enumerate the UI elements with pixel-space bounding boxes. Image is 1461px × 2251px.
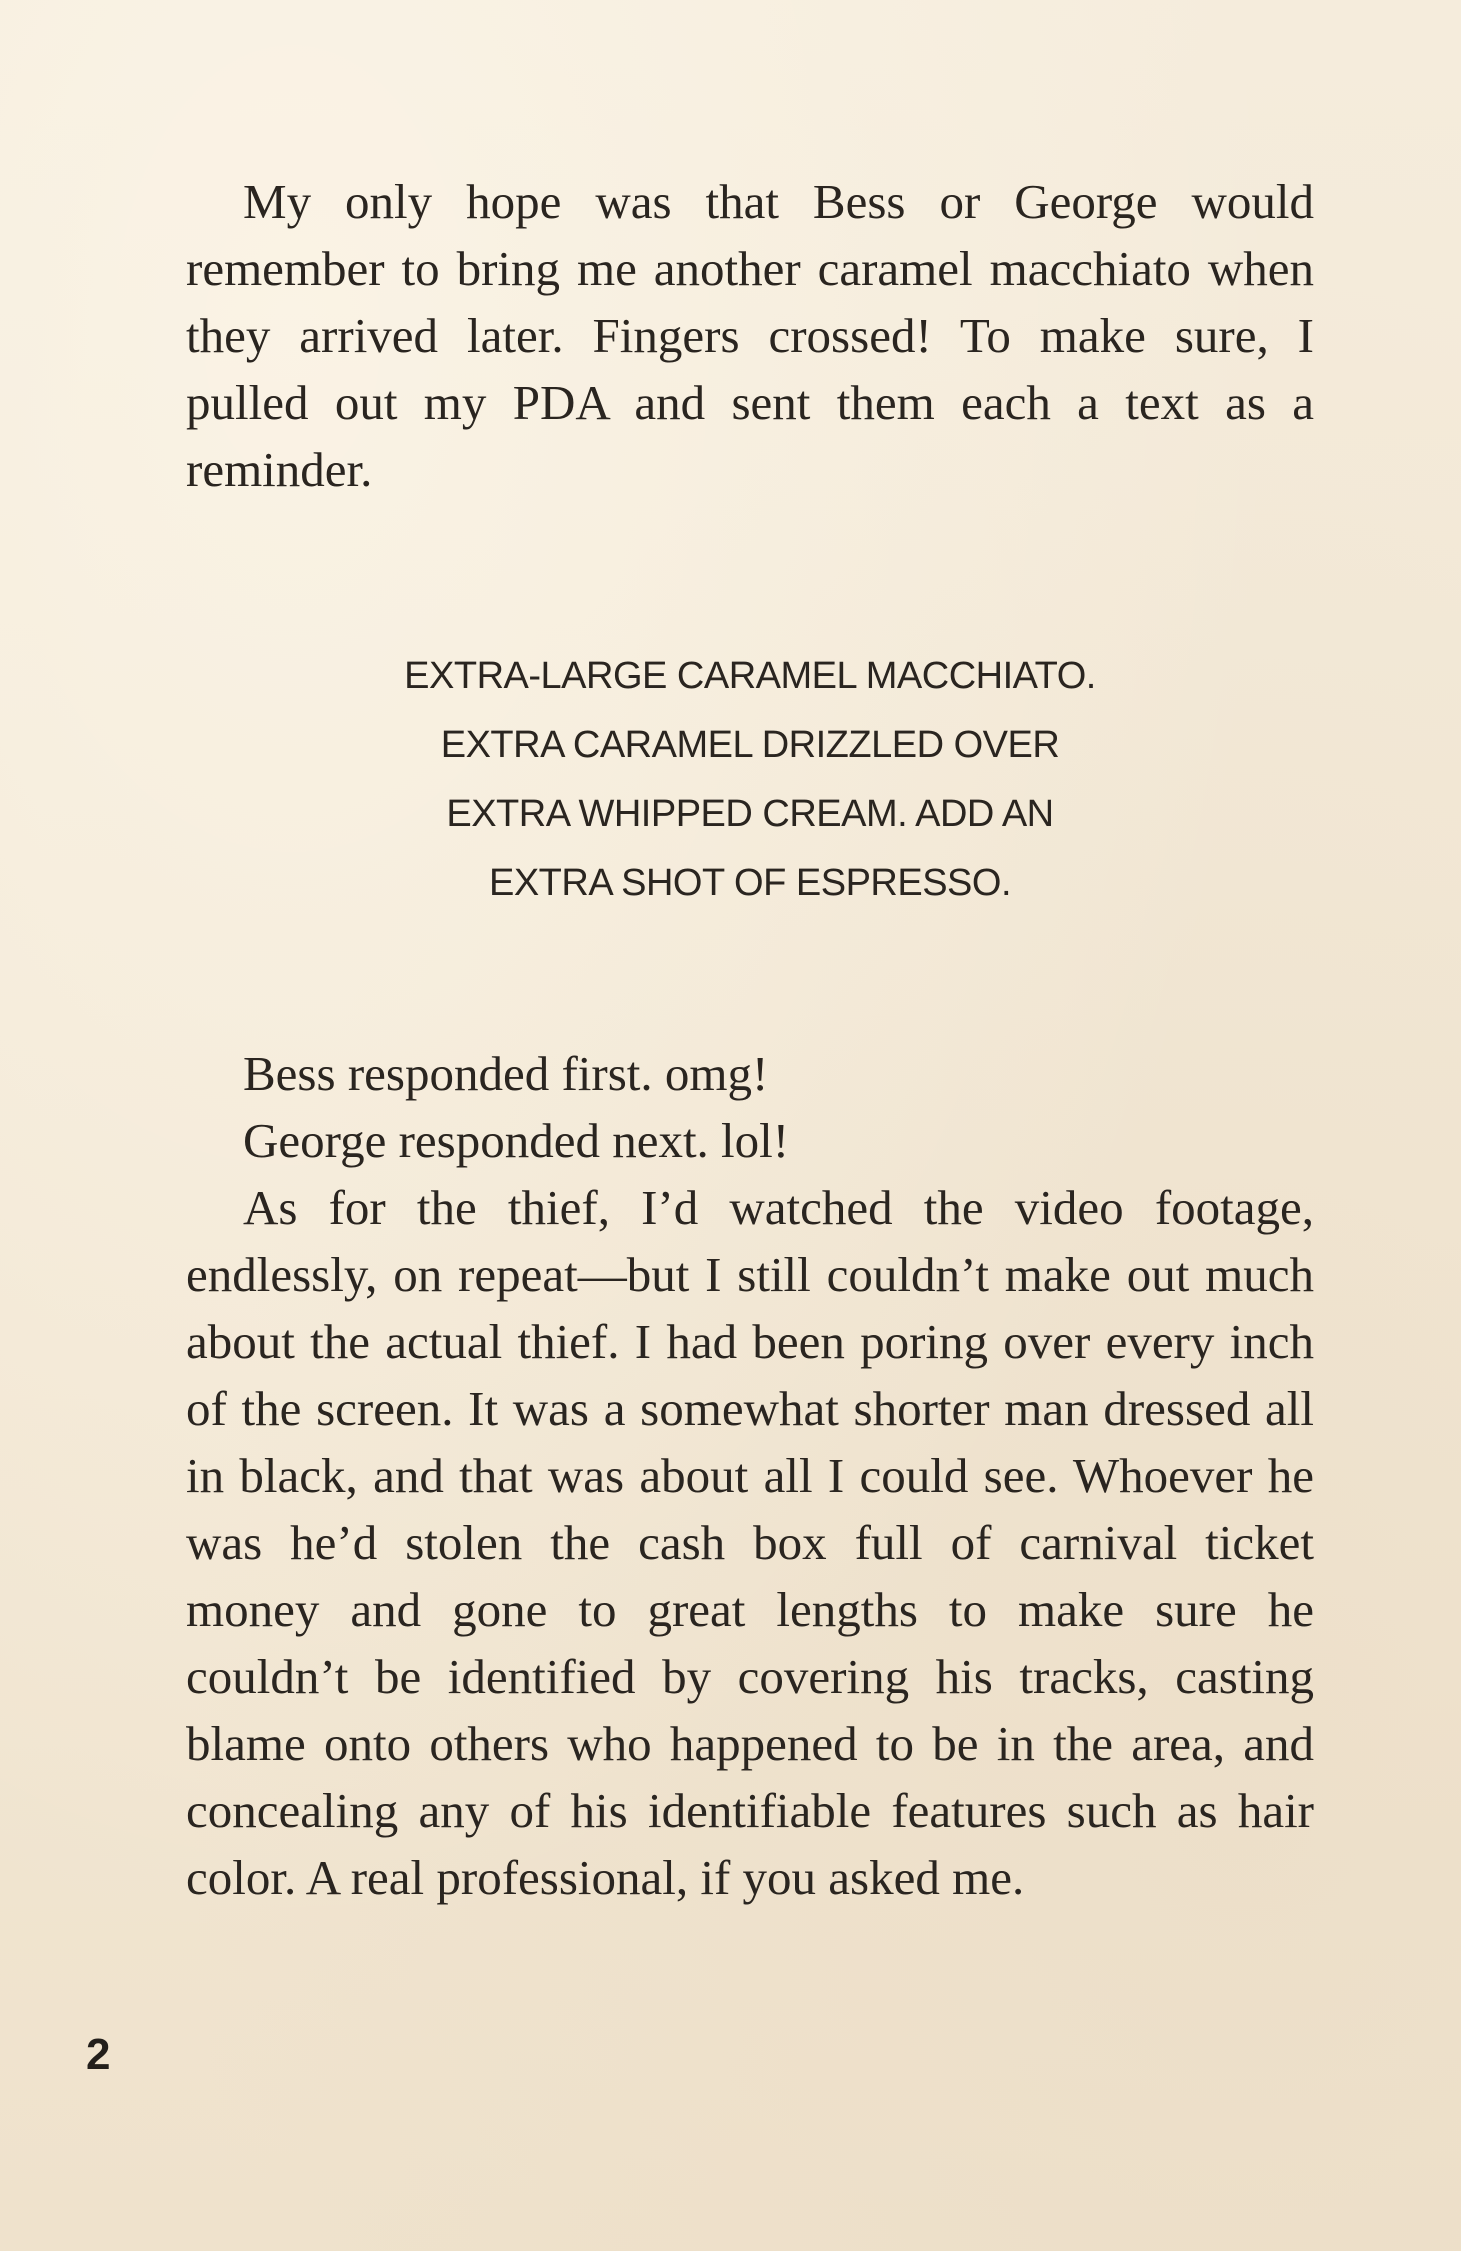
paragraph-4: As for the thief, I’d watched the video footage, endlessly, on repeat—but I still couldn’t make out much about the actual thief. I had been poring over every inch of the screen. It was a somewhat shorter man dressed all in black, and that was about all I could see. Whoever he was he’d stolen the cash box full of carnival ticket money and gone to great lengths to make sure he couldn’t be identified by covering his tracks, casting blame onto others who happened to be in the area, and concealing any of his identifiable features such as hair color. A real professional, if you asked me. xyxy=(186,1180,1314,1905)
continuing-text xyxy=(186,1040,1314,1911)
page-number: 2 xyxy=(86,2030,111,2079)
paragraph-2: Bess responded first. omg! xyxy=(243,1046,769,1101)
text-message xyxy=(186,642,1314,918)
text-message-line-3: EXTRA WHIPPED CREAM. ADD AN xyxy=(446,793,1054,835)
paragraph-1: My only hope was that Bess or George would remember to bring me another caramel macchiato when they arrived later. Fingers crossed! To make sure, I pulled out my PDA and sent them each a text as a reminder. xyxy=(186,174,1314,497)
paragraph-3: George responded next. lol! xyxy=(243,1113,790,1168)
text-message-line-2: EXTRA CARAMEL DRIZZLED OVER xyxy=(440,724,1060,766)
text-message-line-1: EXTRA-LARGE CARAMEL MACCHIATO. xyxy=(404,655,1096,697)
opening-text xyxy=(186,168,1314,503)
text-message-line-4: EXTRA SHOT OF ESPRESSO. xyxy=(488,862,1012,904)
